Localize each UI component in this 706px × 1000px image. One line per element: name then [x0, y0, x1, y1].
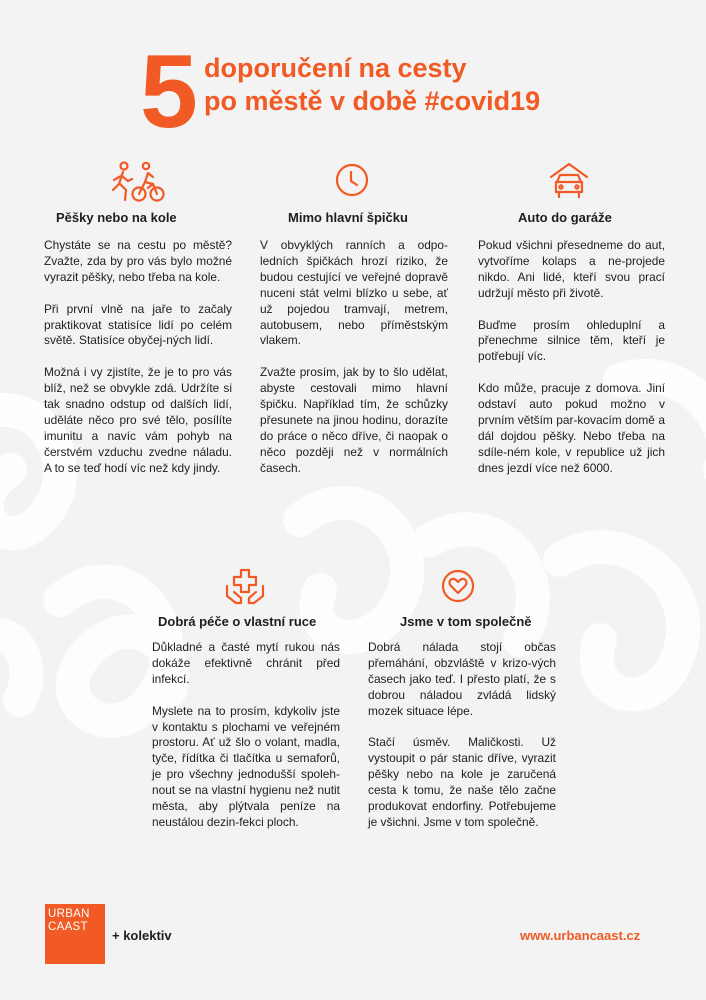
section-title: Mimo hlavní špičku: [288, 210, 408, 225]
clock-icon: [334, 162, 370, 198]
section-body: [44, 238, 232, 492]
section-title: Dobrá péče o vlastní ruce: [158, 614, 317, 629]
page-title: [204, 52, 624, 118]
walk-bike-icon: [110, 160, 166, 204]
paragraph: Kdo může, pracuje z domova. Jiní odstaví auto pokud možno v prvním větším par-kovacím domě a dál dojdou pěšky. Nebo třeba na sdíle-ném kole, v republice už jich dnes jezdí více než 6000.: [478, 381, 665, 475]
urbancaast-logo: [45, 904, 105, 964]
paragraph: Možná i vy zjistíte, že je to pro vás blíž, než se obvykle zdá. Udržíte si tak snadno odstup od dalších lidí, uděláte něco pro své tělo, posílíte imunitu a navíc vám pohyb na čerstvém vzduchu zvedne náladu. A to se teď hodí víc než kdy jindy.: [44, 365, 232, 475]
section-body: [260, 238, 448, 492]
heart-icon: [440, 568, 476, 604]
paragraph: Zvažte prosím, jak by to šlo udělat, abyste cestovali mimo hlavní špičku. Například tím, že schůzky přesunete na jinou hodinu, dorazíte do práce o něco dříve, či naopak o něco později než v normálních časech.: [260, 365, 448, 475]
section-body: [368, 640, 556, 847]
paragraph: Dobrá nálada stojí občas přemáhání, obzvláště v krizo-vých časech jako teď. I přesto platí, že s dobrou náladou zvládá lidský mozek situace lépe.: [368, 640, 556, 718]
logo-line-1: URBAN: [48, 908, 90, 920]
paragraph: Chystáte se na cestu po městě? Zvažte, zda by pro vás bylo možné vyrazit pěšky, nebo třeba na kole.: [44, 238, 232, 284]
car-garage-icon: [548, 160, 590, 202]
section-body: [478, 238, 665, 492]
logo-line-2: CAAST: [48, 921, 88, 933]
section-title: Jsme v tom společně: [400, 614, 532, 629]
paragraph: V obvyklých ranních a odpo-ledních špičkách hrozí riziko, že budou cestující ve veřejné dopravě nuceni stát velmi blízko u sebe, ať už pojedou tramvají, metrem, autobusem, nebo příměstským vlakem.: [260, 238, 448, 348]
section-title: Pěšky nebo na kole: [56, 210, 177, 225]
section-title: Auto do garáže: [518, 210, 612, 225]
website-link[interactable]: www.urbancaast.cz: [520, 928, 641, 943]
title-line-2: po městě v době #covid19: [204, 86, 541, 116]
paragraph: Při první vlně na jaře to začaly praktikovat statisíce lidí po celém světě. Statisíce obyčej-ných lidí.: [44, 301, 232, 348]
paragraph: Stačí úsměv. Maličkosti. Už vystoupit o pár stanic dříve, vyrazit pěšky nebo na kole je zaručená cesta k tomu, že naše tělo začne produkovat endorfiny. Potřebujeme je všichni. Jsme v tom společně.: [368, 735, 556, 829]
kolektiv-label: + kolektiv: [112, 928, 172, 943]
paragraph: Myslete na to prosím, kdykoliv jste v kontaktu s plochami ve veřejném prostoru. Ať už šlo o volant, madla, tyče, řídítka či tlačítka u semaforů, je pro všechny jednodušší spoleh-nout se na vlastní hygienu než nutit města, aby plýtvala peníze na neustálou dezin-fekci ploch.: [152, 703, 340, 829]
paragraph: Důkladné a časté mytí rukou nás dokáže efektivně chránit před infekcí.: [152, 640, 340, 686]
paragraph: Pokud všichni přesedneme do aut, vytvoříme kolaps a ne-projede nikdo. Ani lidé, kteří svou prací udržují město při životě.: [478, 238, 665, 300]
hands-cross-icon: [224, 566, 266, 606]
title-line-1: doporučení na cesty: [204, 53, 467, 83]
header-number: 5: [140, 34, 196, 150]
paragraph: Buďme prosím ohleduplní a přenechme silnice těm, kteří je potřebují víc.: [478, 317, 665, 364]
section-body: [152, 640, 340, 847]
